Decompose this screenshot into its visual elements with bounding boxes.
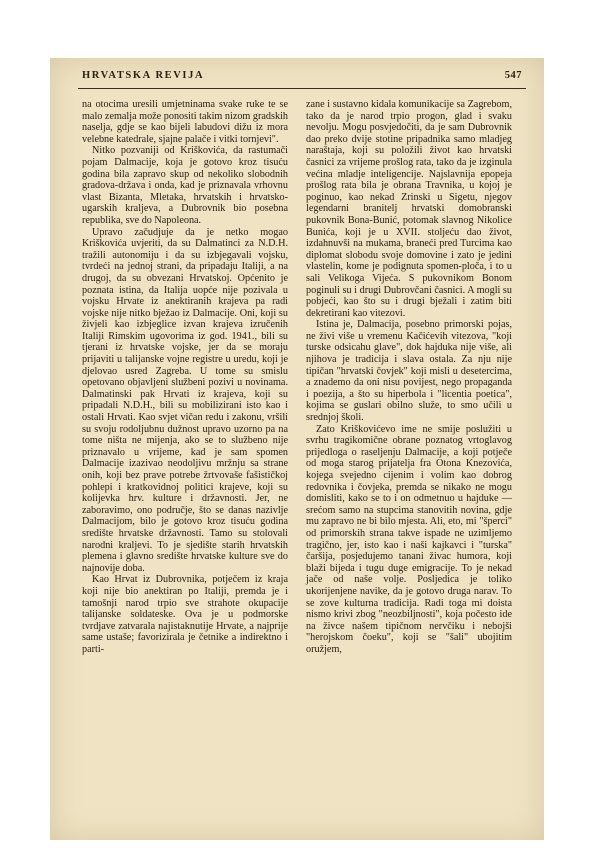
paragraph: Nitko pozvaniji od Kriškovića, da rastumači pojam Dalmacije, koja je gotovo kroz tisuću godina bila zapravo skup od nekoliko slobodnih gradova-država i onda, kad je priznavala vrhovnu vlast Bizanta, Mletaka, hrvatskih i hrvatsko-ugarskih kraljeva, a Dubrovnik bio posebna republika, sve do Napoleona. [82, 145, 288, 226]
journal-title: HRVATSKA REVIJA [82, 70, 205, 81]
paragraph: na otocima uresili umjetninama svake ruke te se malo zemalja može ponositi takim nizom gradskih naselja, gdje se kao bijeli labudovi dižu iz mora velebne katedrale, sjajne palače i vitki tornjevi". [82, 99, 288, 145]
paragraph: Istina je, Dalmacija, posebno primorski pojas, ne živi više u vremenu Kačićevih vitezova, "koji turske odsicahu glave", dok hajduka nije više, ali njihova je tradicija i slava ostala. Za nju nije tipičan "hrvatski čovjek" koji misli u desetercima, a znademo da oni nisu povijest, nego propaganda i poezija, a što su hiperbola i "licentia poetica", kojima se guslari obilno služe, to smo učili u srednjoj školi. [306, 319, 512, 424]
paragraph: Zato Kriškovićevo ime ne smije poslužiti u svrhu tragikomične obrane poznatog vrtoglavog prijedloga o raseljenju Dalmacije, a koji potječe od moga starog prijatelja fra Otona Knezovića, kojega svejedno cijenim i volim kao dobrog redovnika i čovjeka, premda se nikako ne mogu domisliti, kako se to i on odmetnuo u hajduke — srećom samo na stupcima stanovitih novina, gdje mu zapravo ne bi bilo mjesta. Ali, eto, mi "šperci" od primorskih strana takve ispade ne uzimljemo tragično, jer, isto kao i naši kajkavci i "turska" čaršija, posjedujemo tanani živac humora, koji blaži bijeda i tugu duge emigracije. To je nekad jače od naše volje. Posljedica je toliko ukorijenjene navike, da je gotovo druga narav. To se zove kulturna tradicija. Radi toga mi doista nismo krivi zbog "neozbiljnosti", koja počesto ide na živce našem tipičnom nervčiku i nebojši "herojskom čoeku", koji se "šali" ubojitim oružjem, [306, 423, 512, 655]
left-column [82, 99, 288, 656]
page-number: 547 [504, 70, 522, 81]
paragraph: zane i sustavno kidala komunikacije sa Zagrebom, tako da je narod trpio progon, glad i svaku nevolju. Mogu posvjedočiti, da je sam Dubrovnik dao preko dvije stotine pripadnika samo mladjeg naraštaja, koji su položili život kao hrvatski časnici za vrijeme prošlog rata, tako da je izginula većina mladje inteligencije. Najslavnija epopeja prošlog rata bila je obrana Travnika, u kojoj je poginuo, kao nekad Zrinski u Sigetu, njegov legendarni branitelj hrvatski domobranski pukovnik Bona-Bunić, potomak slavnog Nikolice Bunića, koji je u XVII. stoljeću dao život, izdahnuvši na mukama, braneći pred Turcima kao diplomat slobodu svoje domovine i zato je jedini vlastelin, kome je podignuta spomen-ploča, i to u sali Velikoga Vijeća. S pukovnikom Bonom poginuli su i drugi Dubrovčani časnici. A mogli su pobjeći, kao što su i drugi bježali i zatim biti dekretirani kao vitezovi. [306, 99, 512, 319]
running-header [82, 70, 522, 84]
paragraph: Upravo začudjuje da je netko mogao Kriškovića uvjeriti, da su Dalmatinci za N.D.H. tražili autonomiju i da su izbjegavali vojsku, tvrdeći na jednoj strani, da pripadaju Italiji, a na drugoj, da su obvezani Hrvatskoj. Općenito je poznata istina, da Italija uopće nije pozivala u vojsku Hrvate iz anektiranih krajeva pa radi vojske nije nitko bježao iz Dalmacije. Oni, koji su živjeli kao izbjeglice izvan krajeva izručenih Italiji Rimskim ugovorima iz god. 1941., bili su tjerani iz hrvatske vojske, jer da se moraju prijaviti u talijanske vojne registre u uredu, koji je djelovao usred Zagreba. U tome su smislu opetovano objavljeni službeni pozivi u novinama. Dalmatinski pak Hrvati iz krajeva, koji su pripadali N.D.H., bili su mobilizirani isto kao i ostali Hrvati. Kao svjet vičan redu i zakonu, vršili su svoju rodoljubnu dužnost upravo uzorno pa na tome ništa ne mijenja, ako se to službeno nije priznavalo u vrijeme, kad je sam spomen Dalmacije izazivao neodoljivu mržnju sa strane onih, koji bez prave potrebe žrtvovaše fašističkoj pohlepi i kratkovidnoj politici krajeve, koji su kolijevka hrv. kulture i državnosti. Jer, ne zaboravimo, ono područje, što se danas nazivlje Dalmacijom, bilo je gotovo kroz tisuću godina središte hrvatske državnosti. Tamo su stolovali narodni kraljevi. To je sjedište starih hrvatskih plemena i glavno središte hrvatske kulture sve do najnovije doba. [82, 226, 288, 574]
right-column [306, 99, 512, 656]
header-rule [78, 88, 526, 89]
paragraph: Kao Hrvat iz Dubrovnika, potječem iz kraja koji nije bio anektiran po Italiji, premda je i tamošnji narod trpio sve strahote okupacije talijanske soldateske. Ova je u podmorske tvrdjave zatvarala najistaknutije Hrvate, a najprije same ustaše; favorizirala je četnike a indirektno i parti- [82, 574, 288, 655]
